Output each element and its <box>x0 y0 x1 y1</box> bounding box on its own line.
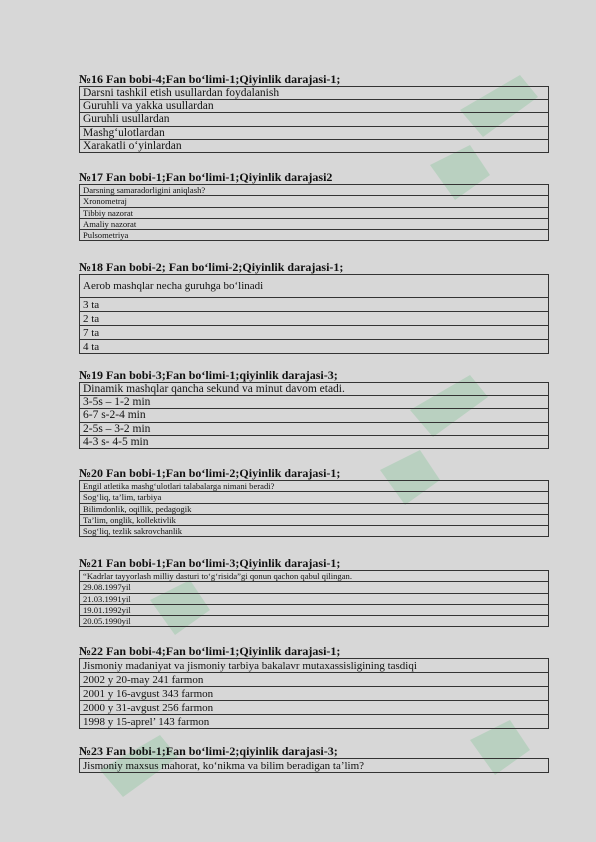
answer-table <box>79 658 549 729</box>
answer-row <box>80 312 549 326</box>
answer-option: 2002 y 20-may 241 farmon <box>80 673 549 687</box>
question-block-18 <box>79 260 549 354</box>
answer-option: 2001 y 16-avgust 343 farmon <box>80 687 549 701</box>
answer-table <box>79 184 549 241</box>
question-heading: №19 Fan bobi-3;Fan bo‘limi-1;qiyinlik darajasi-3; <box>79 368 338 382</box>
question-heading: №22 Fan bobi-4;Fan bo‘limi-1;Qiyinlik darajasi-1; <box>79 644 341 658</box>
answer-option: 1998 y 15-aprel’ 143 farmon <box>80 715 549 729</box>
answer-row <box>80 139 549 152</box>
answer-row <box>80 616 549 627</box>
answer-table <box>79 382 549 449</box>
answer-row <box>80 503 549 514</box>
answer-row <box>80 196 549 207</box>
question-block-21 <box>79 556 549 627</box>
answer-option: 3 ta <box>80 298 549 312</box>
question-block-16 <box>79 72 549 153</box>
answer-option: 7 ta <box>80 326 549 340</box>
answer-option: Sog‘liq, tezlik sakrovchanlik <box>80 526 549 537</box>
question-block-20 <box>79 466 549 537</box>
question-heading: №18 Fan bobi-2; Fan bo‘limi-2;Qiyinlik darajasi-1; <box>79 260 344 274</box>
answer-row <box>80 593 549 604</box>
answer-row <box>80 582 549 593</box>
answer-row <box>80 207 549 218</box>
answer-option: Xronometraj <box>80 196 549 207</box>
answer-row <box>80 396 549 409</box>
answer-row <box>80 126 549 139</box>
question-block-23 <box>79 744 549 773</box>
answer-option: Tibbiy nazorat <box>80 207 549 218</box>
answer-row <box>80 715 549 729</box>
question-heading: №16 Fan bobi-4;Fan bo‘limi-1;Qiyinlik darajasi-1; <box>79 72 341 86</box>
answer-row <box>80 435 549 448</box>
answer-option: 29.08.1997yil <box>80 582 549 593</box>
answer-option: 4 ta <box>80 340 549 354</box>
question-row <box>80 759 549 773</box>
answer-option: Amaliy nazorat <box>80 218 549 229</box>
question-text: “Kadrlar tayyorlash milliy dasturi to‘g‘risida”gi qonun qachon qabul qilingan. <box>80 571 549 582</box>
answer-row <box>80 514 549 525</box>
question-text: Jismoniy maxsus mahorat, ko‘nikma va bilim beradigan ta’lim? <box>80 759 549 773</box>
question-text: Dinamik mashqlar qancha sekund va minut davom etadi. <box>80 383 549 396</box>
answer-option: 4-3 s- 4-5 min <box>80 435 549 448</box>
answer-row <box>80 701 549 715</box>
answer-option: Bilimdonlik, oqillik, pedagogik <box>80 503 549 514</box>
question-row <box>80 87 549 100</box>
answer-row <box>80 492 549 503</box>
answer-option: 20.05.1990yil <box>80 616 549 627</box>
question-row <box>80 383 549 396</box>
question-row <box>80 481 549 492</box>
answer-option: Ta’lim, onglik, kollektivlik <box>80 514 549 525</box>
question-row <box>80 659 549 673</box>
answer-option: 21.03.1991yil <box>80 593 549 604</box>
answer-row <box>80 604 549 615</box>
answer-table <box>79 570 549 627</box>
answer-row <box>80 100 549 113</box>
answer-table <box>79 480 549 537</box>
answer-option: Guruhli va yakka usullardan <box>80 100 549 113</box>
answer-option: 6-7 s-2-4 min <box>80 409 549 422</box>
answer-row <box>80 422 549 435</box>
answer-table <box>79 274 549 354</box>
answer-option: 2-5s – 3-2 min <box>80 422 549 435</box>
question-text: Aerob mashqlar necha guruhga bo‘linadi <box>80 275 549 298</box>
question-heading: №23 Fan bobi-1;Fan bo‘limi-2;qiyinlik darajasi-3; <box>79 744 338 758</box>
question-text: Engil atletika mashg‘ulotlari talabalarga nimani beradi? <box>80 481 549 492</box>
answer-row <box>80 526 549 537</box>
answer-option: Xarakatli o‘yinlardan <box>80 139 549 152</box>
answer-option: 3-5s – 1-2 min <box>80 396 549 409</box>
question-row <box>80 275 549 298</box>
answer-row <box>80 673 549 687</box>
answer-row <box>80 340 549 354</box>
question-row <box>80 571 549 582</box>
answer-row <box>80 113 549 126</box>
answer-option: 19.01.1992yil <box>80 604 549 615</box>
answer-row <box>80 409 549 422</box>
question-text: Jismoniy madaniyat va jismoniy tarbiya bakalavr mutaxassisligining tasdiqi <box>80 659 549 673</box>
question-block-22 <box>79 644 549 729</box>
answer-row <box>80 687 549 701</box>
question-heading: №20 Fan bobi-1;Fan bo‘limi-2;Qiyinlik darajasi-1; <box>79 466 341 480</box>
question-text: Darsning samaradorligini aniqlash? <box>80 185 549 196</box>
answer-row <box>80 298 549 312</box>
answer-option: Guruhli usullardan <box>80 113 549 126</box>
answer-table <box>79 86 549 153</box>
answer-table <box>79 758 549 773</box>
answer-row <box>80 218 549 229</box>
question-block-17 <box>79 170 549 241</box>
answer-row <box>80 230 549 241</box>
answer-option: 2000 y 31-avgust 256 farmon <box>80 701 549 715</box>
answer-option: 2 ta <box>80 312 549 326</box>
answer-option: Sog‘liq, ta’lim, tarbiya <box>80 492 549 503</box>
question-row <box>80 185 549 196</box>
answer-row <box>80 326 549 340</box>
question-text: Darsni tashkil etish usullardan foydalanish <box>80 87 549 100</box>
answer-option: Mashg‘ulotlardan <box>80 126 549 139</box>
question-heading: №21 Fan bobi-1;Fan bo‘limi-3;Qiyinlik darajasi-1; <box>79 556 341 570</box>
question-heading: №17 Fan bobi-1;Fan bo‘limi-1;Qiyinlik darajasi2 <box>79 170 333 184</box>
question-block-19 <box>79 368 549 449</box>
answer-option: Pulsometriya <box>80 230 549 241</box>
